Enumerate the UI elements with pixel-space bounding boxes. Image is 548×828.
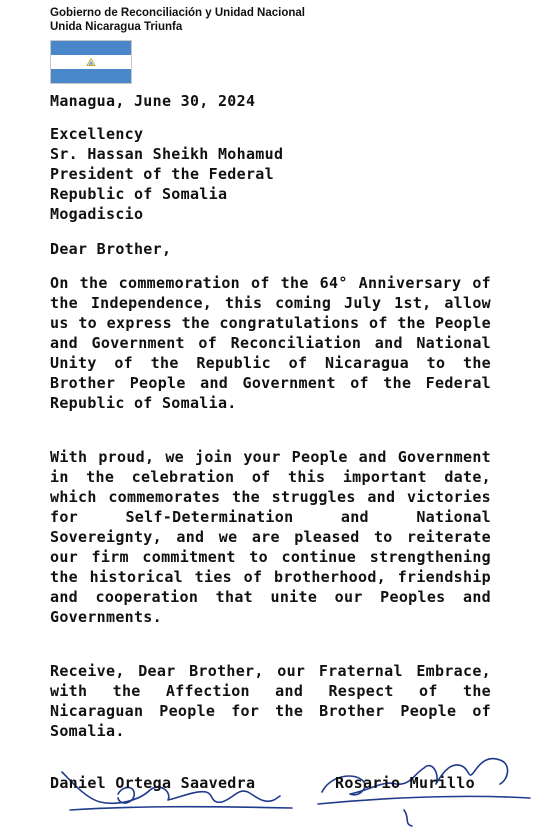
government-name: Gobierno de Reconciliación y Unidad Nacional [50, 7, 305, 19]
flag-middle-stripe [51, 55, 131, 69]
signer-left-name: Daniel Ortega Saavedra [50, 774, 256, 792]
nicaragua-flag-icon [50, 40, 132, 84]
body-paragraph-1: On the commemoration of the 64° Anniversary of the Independence, this coming July 1st, allow us to express the congratulations of the People and Government of Reconciliation and National Unity of the Republic of Nicaragua to the Brother People and Government of the Federal Republic of Somalia. [50, 274, 491, 412]
letterhead [50, 6, 305, 34]
address-line: President of the Federal [50, 165, 274, 183]
address-line: Sr. Hassan Sheikh Mohamud [50, 145, 284, 163]
government-slogan: Unida Nicaragua Triunfa [50, 21, 183, 33]
address-line: Republic of Somalia [50, 185, 228, 203]
left-signature-underline [70, 807, 292, 810]
right-signature-tail [404, 810, 412, 826]
flag-top-stripe [51, 41, 131, 55]
signer-right-name: Rosario Murillo [335, 774, 475, 792]
letter-date: Managua, June 30, 2024 [50, 92, 256, 110]
address-line: Mogadiscio [50, 205, 144, 223]
recipient-address [50, 124, 491, 224]
coat-of-arms-icon [87, 58, 96, 66]
flag-bottom-stripe [51, 69, 131, 83]
salutation: Dear Brother, [50, 240, 172, 258]
body-paragraph-3: Receive, Dear Brother, our Fraternal Embrace, with the Affection and Respect of the Nicaraguan People for the Brother People of Somalia. [50, 662, 491, 740]
address-line: Excellency [50, 125, 144, 143]
right-signature-underline [318, 796, 530, 804]
body-paragraph-2: With proud, we join your People and Government in the celebration of this important date, which commemorates the struggles and victories for Self-Determination and National Sovereignty, and we are pleased to reiterate our firm commitment to continue strengthening the historical ties of brotherhood, friendship and cooperation that unite our Peoples and Governments. [50, 448, 491, 626]
signature-block [0, 740, 548, 828]
